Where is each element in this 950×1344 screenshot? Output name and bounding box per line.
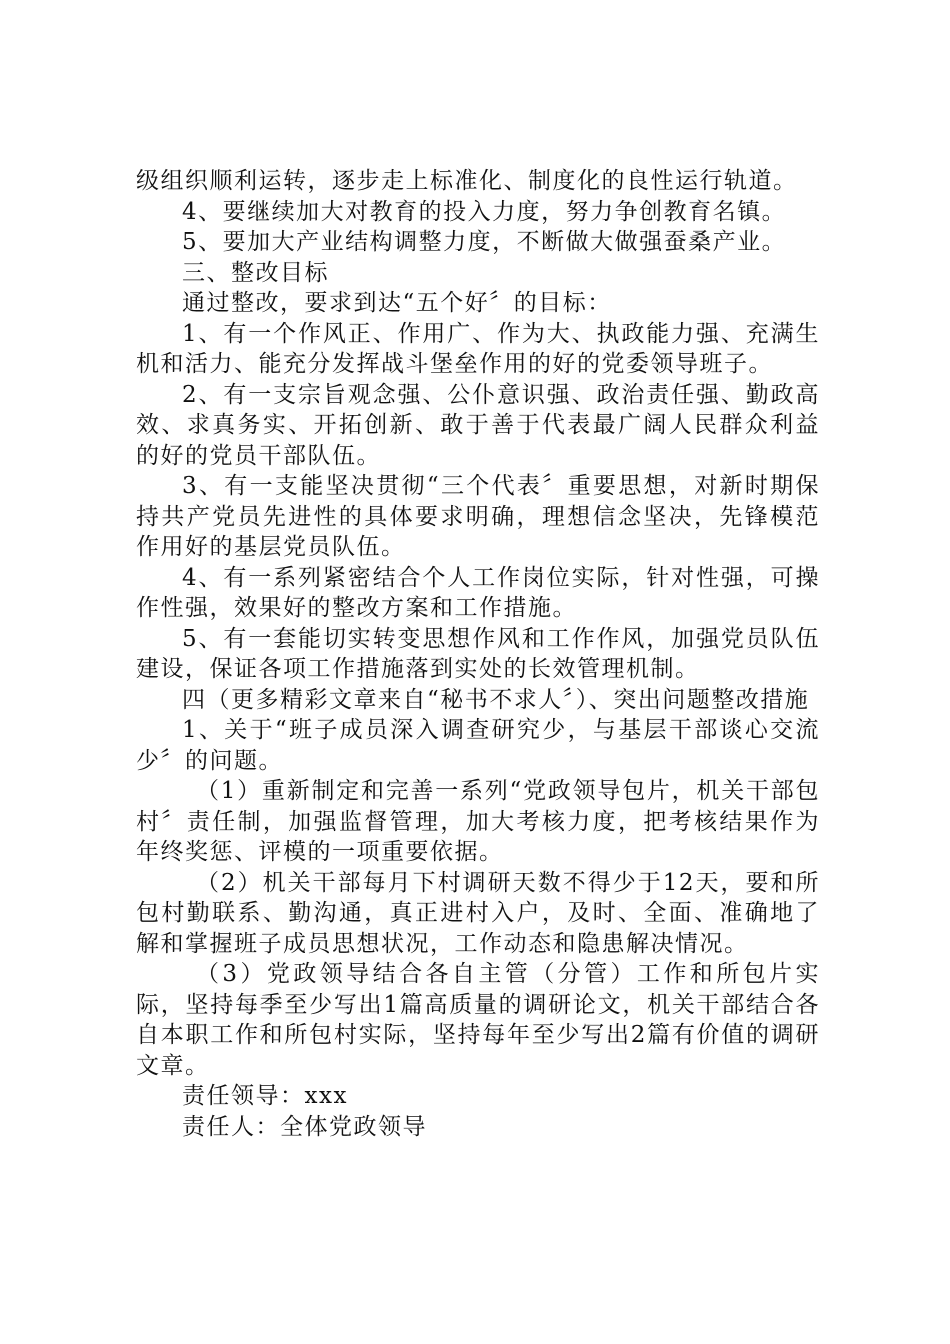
paragraph-measure-1: 1、关于“班子成员深入调查研究少，与基层干部谈心交流少〞的问题。 (136, 717, 820, 774)
document-body (136, 166, 820, 1142)
paragraph-goal-5: 5、有一套能切实转变思想作风和工作作风，加强党员队伍建设，保证各项工作措施落到实处的长效管理机制。 (136, 625, 820, 682)
paragraph-goal-2: 2、有一支宗旨观念强、公仆意识强、政治责任强、勤政高效、求真务实、开拓创新、敢于善于代表最广阔人民群众利益的好的党员干部队伍。 (136, 381, 820, 469)
responsible-person: 责任人：全体党政领导 (182, 1113, 427, 1140)
paragraph-goal-3: 3、有一支能坚决贯彻“三个代表〞重要思想，对新时期保持共产党员先进性的具体要求明确，理想信念坚决，先锋模范作用好的基层党员队伍。 (136, 473, 820, 560)
section-heading-goals: 三、整改目标 (182, 259, 329, 286)
paragraph-measure-1-sub-2: （2）机关干部每月下村调研天数不得少于12天，要和所包村勤联系、勤沟通，真正进村入户，及时、全面、准确地了解和掌握班子成员思想状况，工作动态和隐患解决情况。 (136, 869, 820, 957)
paragraph-item-5-industry: 5、要加大产业结构调整力度，不断做大做强蚕桑产业。 (182, 229, 787, 255)
paragraph-goal-4: 4、有一系列紧密结合个人工作岗位实际，针对性强，可操作性强，效果好的整改方案和工作措施。 (136, 564, 820, 621)
paragraph-goal-1: 1、有一个作风正、作用广、作为大、执政能力强、充满生机和活力、能充分发挥战斗堡垒作用的好的党委领导班子。 (136, 320, 820, 377)
paragraph-continuation: 级组织顺利运转，逐步走上标准化、制度化的良性运行轨道。 (136, 168, 798, 194)
paragraph-measure-1-sub-3: （3）党政领导结合各自主管（分管）工作和所包片实际，坚持每季至少写出1篇高质量的调研论文，机关干部结合各自本职工作和所包村实际，坚持每年至少写出2篇有价值的调研文章。 (136, 961, 820, 1079)
paragraph-goals-intro: 通过整改，要求到达“五个好〞的目标： (182, 290, 612, 316)
responsible-leader: 责任领导：xxx (182, 1083, 348, 1109)
paragraph-item-4-education: 4、要继续加大对教育的投入力度，努力争创教育名镇。 (182, 198, 787, 225)
paragraph-measure-1-sub-1: （1）重新制定和完善一系列“党政领导包片，机关干部包村〞责任制，加强监督管理，加大考核力度，把考核结果作为年终奖惩、评模的一项重要依据。 (136, 778, 820, 865)
section-heading-measures: 四（更多精彩文章来自“秘书不求人〞）、突出问题整改措施 (182, 686, 810, 713)
